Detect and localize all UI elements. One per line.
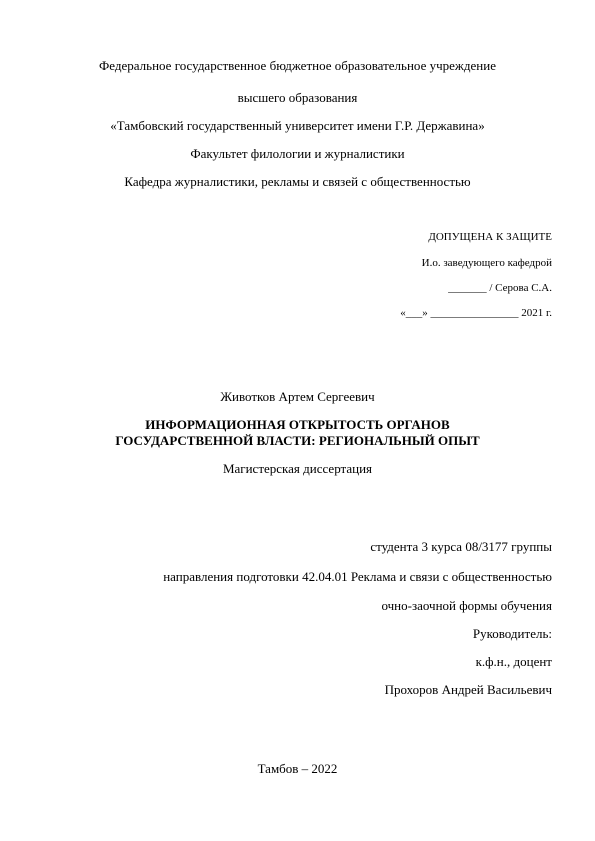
department-name: Кафедра журналистики, рекламы и связей с общественностью bbox=[124, 174, 471, 189]
thesis-title-line-2: ГОСУДАРСТВЕННОЙ ВЛАСТИ: РЕГИОНАЛЬНЫЙ ОПЫТ bbox=[115, 433, 480, 448]
supervisor-degree: к.ф.н., доцент bbox=[475, 654, 552, 669]
approval-status: ДОПУЩЕНА К ЗАЩИТЕ bbox=[428, 231, 552, 243]
author-name: Животков Артем Сергеевич bbox=[220, 389, 375, 404]
thesis-title-line-1: ИНФОРМАЦИОННАЯ ОТКРЫТОСТЬ ОРГАНОВ bbox=[145, 417, 450, 432]
study-form: очно-заочной формы обучения bbox=[381, 598, 552, 613]
city-year: Тамбов – 2022 bbox=[257, 761, 338, 776]
student-course-group: студента 3 курса 08/3177 группы bbox=[370, 539, 552, 554]
approval-date: «___» ________________ 2021 г. bbox=[400, 307, 552, 319]
supervisor-name: Прохоров Андрей Васильевич bbox=[384, 682, 552, 697]
supervisor-label: Руководитель: bbox=[472, 626, 552, 641]
institution-line-1: Федеральное государственное бюджетное образовательное учреждение bbox=[99, 58, 496, 73]
institution-line-2: высшего образования bbox=[237, 90, 358, 105]
study-direction: направления подготовки 42.04.01 Реклама и связи с общественностью bbox=[163, 569, 552, 584]
thesis-type: Магистерская диссертация bbox=[222, 461, 373, 476]
approval-position: И.о. заведующего кафедрой bbox=[421, 257, 552, 269]
approval-signature: _______ / Серова С.А. bbox=[448, 282, 552, 294]
university-name: «Тамбовский государственный университет имени Г.Р. Державина» bbox=[110, 118, 485, 133]
faculty-name: Факультет филологии и журналистики bbox=[190, 146, 405, 161]
